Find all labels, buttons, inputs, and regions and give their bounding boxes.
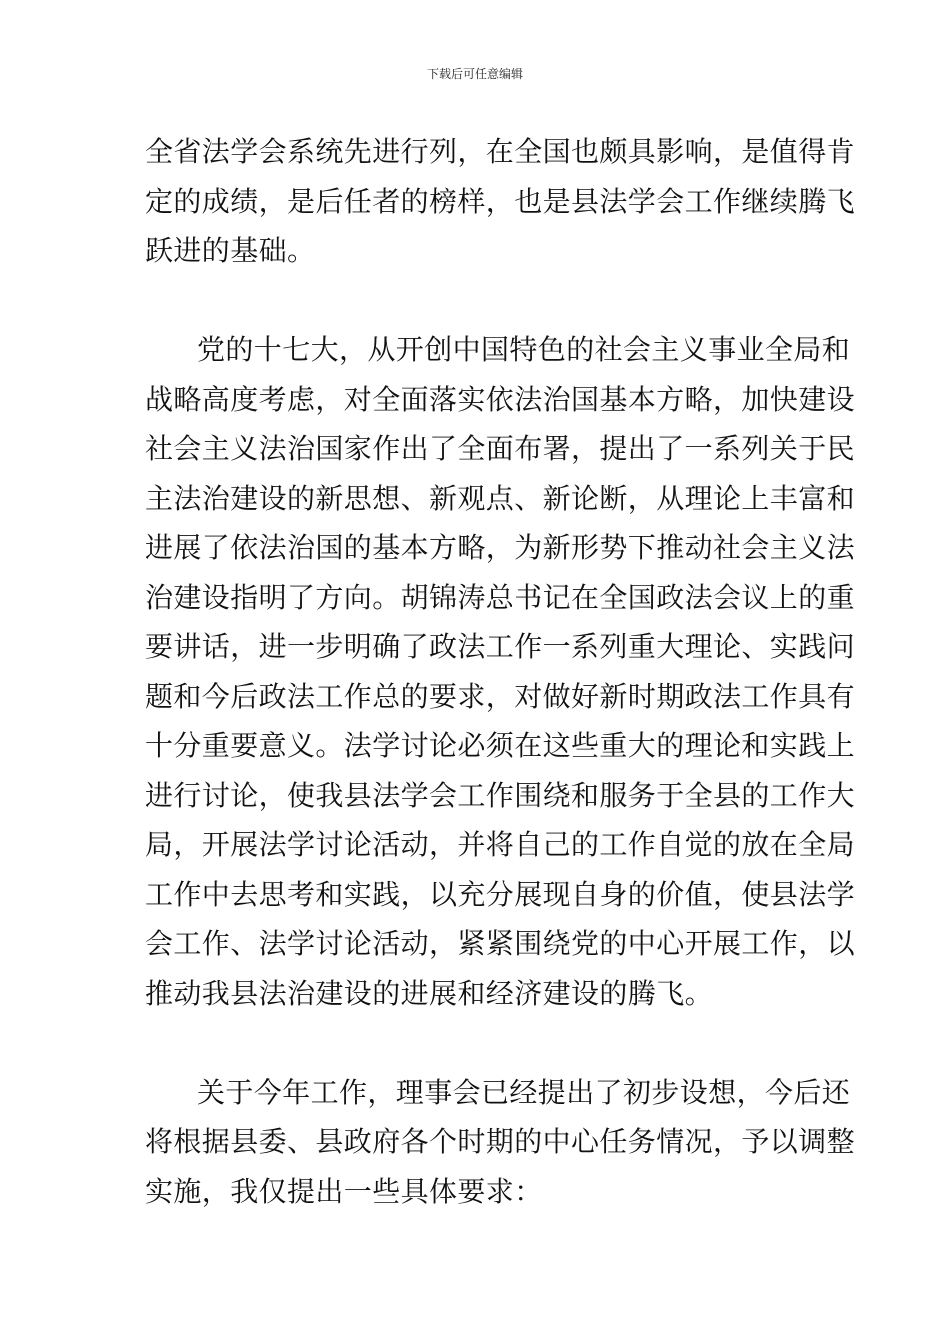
paragraph-2 [145, 325, 856, 1018]
paragraph-line: 要讲话，进一步明确了政法工作一系列重大理论、实践问 [145, 630, 856, 663]
paragraph-gap [145, 276, 811, 326]
paragraph-line: 党的十七大，从开创中国特色的社会主义事业全局和 [197, 333, 851, 366]
paragraph-line: 题和今后政法工作总的要求，对做好新时期政法工作具有 [145, 679, 856, 713]
paragraph-line: 十分重要意义。法学讨论必须在这些重大的理论和实践上 [145, 729, 856, 762]
paragraph-line: 关于今年工作，理事会已经提出了初步设想，今后还 [197, 1075, 851, 1109]
paragraph-line: 推动我县法治建设的进展和经济建设的腾飞。 [145, 976, 714, 1010]
paragraph-line: 将根据县委、县政府各个时期的中心任务情况，予以调整 [145, 1125, 856, 1158]
paragraph-gap [145, 1018, 811, 1068]
paragraph-3 [145, 1068, 856, 1217]
paragraph-line: 治建设指明了方向。胡锦涛总书记在全国政法会议上的重 [145, 580, 856, 614]
paragraph-line: 进行讨论，使我县法学会工作围绕和服务于全县的工作大 [145, 778, 856, 812]
paragraph-line: 主法治建设的新思想、新观点、新论断，从理论上丰富和 [145, 481, 856, 515]
paragraph-line: 全省法学会系统先进行列，在全国也颇具影响，是值得肯 [145, 135, 856, 168]
document-body [145, 127, 856, 1216]
paragraph-line: 战略高度考虑，对全面落实依法治国基本方略，加快建设 [145, 382, 856, 416]
paragraph-line: 社会主义法治国家作出了全面布署，提出了一系列关于民 [145, 432, 856, 465]
paragraph-line: 跃进的基础。 [145, 234, 316, 267]
paragraph-1 [145, 127, 856, 276]
page-header: 下载后可任意编辑 [426, 67, 523, 81]
paragraph-line: 会工作、法学讨论活动，紧紧围绕党的中心开展工作，以 [145, 927, 856, 960]
paragraph-line: 局，开展法学讨论活动，并将自己的工作自觉的放在全局 [145, 828, 856, 861]
paragraph-line: 实施，我仅提出一些具体要求： [145, 1174, 543, 1208]
paragraph-line: 工作中去思考和实践，以充分展现自身的价值，使县法学 [145, 877, 856, 911]
paragraph-line: 进展了依法治国的基本方略，为新形势下推动社会主义法 [145, 531, 856, 564]
paragraph-line: 定的成绩，是后任者的榜样，也是县法学会工作继续腾飞 [145, 184, 856, 218]
